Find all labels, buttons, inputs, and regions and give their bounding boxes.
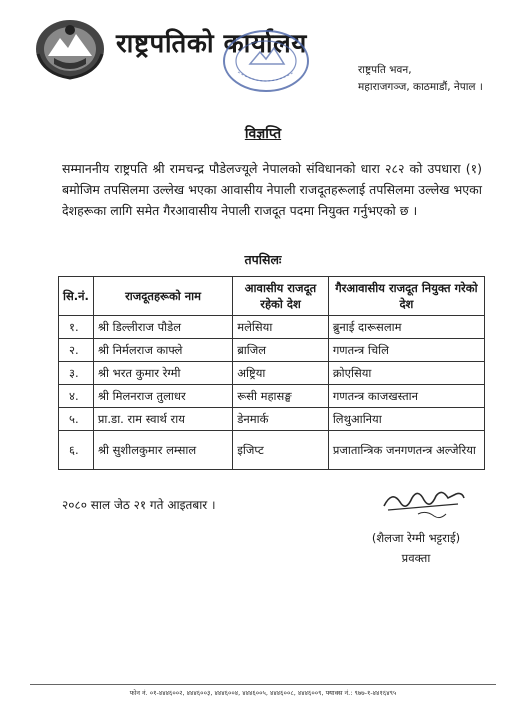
table-row	[59, 385, 485, 408]
table-header-row	[59, 277, 485, 316]
office-address	[358, 62, 483, 96]
address-line-2: महाराजगञ्ज, काठमाडौं, नेपाल ।	[358, 81, 483, 93]
cell-name: श्री सुशीलकुमार लम्साल	[93, 431, 232, 470]
header-name: राजदूतहरूको नाम	[93, 277, 232, 316]
cell-resident-country: मलेसिया	[233, 316, 329, 339]
cell-nonresident-country: गणतन्त्र काजखस्तान	[328, 385, 484, 408]
cell-nonresident-country: प्रजातान्त्रिक जनगणतन्त्र अल्जेरिया	[328, 431, 484, 470]
signature	[378, 484, 468, 524]
cell-nonresident-country: गणतन्त्र चिलि	[328, 339, 484, 362]
cell-nonresident-country: लिथुआनिया	[328, 408, 484, 431]
office-title: राष्ट्रपतिको कार्यालय	[116, 29, 307, 59]
cell-name: प्रा.डा. राम स्वार्थ राय	[93, 408, 232, 431]
table-row	[59, 362, 485, 385]
address-line-1: राष्ट्रपति भवन,	[358, 64, 412, 76]
cell-nonresident-country: ब्रुनाई दारूसलाम	[328, 316, 484, 339]
header-resident-country: आवासीय राजदूत रहेको देश	[233, 277, 329, 316]
cell-resident-country: इजिप्ट	[233, 431, 329, 470]
nepal-emblem-icon	[34, 18, 106, 80]
cell-name: श्री निर्मलराज काफ्ले	[93, 339, 232, 362]
cell-resident-country: अष्ट्रिया	[233, 362, 329, 385]
cell-resident-country: रूसी महासङ्घ	[233, 385, 329, 408]
notice-date: २०८० साल जेठ २१ गते आइतबार ।	[62, 498, 216, 512]
cell-name: श्री मिलनराज तुलाधर	[93, 385, 232, 408]
header-sn: सि.नं.	[59, 277, 94, 316]
cell-sn: ३.	[59, 362, 94, 385]
footer-contact: फोन नं. ०१-४४४६००२, ४४४६००३, ४४४६००४, ४४४६००५, ४४४६००८, ४४४६००९, फ्याक्स नं.: ९७७-१-४४१६४९५	[129, 689, 397, 697]
details-label: तपसिलः	[244, 252, 282, 267]
signer-title: प्रवक्ता	[401, 551, 431, 565]
cell-sn: ६.	[59, 431, 94, 470]
cell-sn: ४.	[59, 385, 94, 408]
notice-body: सम्माननीय राष्ट्रपति श्री रामचन्द्र पौडेलज्यूले नेपालको संविधानको धारा २८२ को उपधारा (१) बमोजिम तपसिलमा उल्लेख भएका आवासीय नेपाली राजदूतहरूलाई तपसिलमा उल्लेख भएका देशहरूका लागि समेत गैरआवासीय नेपाली राजदूत पदमा नियुक्त गर्नुभएको छ ।	[62, 161, 482, 218]
office-stamp	[220, 26, 312, 96]
signer-name: (शैलजा रेग्मी भट्टराई)	[371, 531, 461, 545]
header-nonresident-country: गैरआवासीय राजदूत नियुक्त गरेको देश	[328, 277, 484, 316]
cell-resident-country: डेनमार्क	[233, 408, 329, 431]
footer-divider	[30, 684, 496, 685]
table-row	[59, 431, 485, 470]
cell-sn: २.	[59, 339, 94, 362]
table-row	[59, 408, 485, 431]
cell-name: श्री डिल्लीराज पौडेल	[93, 316, 232, 339]
cell-resident-country: ब्राजिल	[233, 339, 329, 362]
table-row	[59, 339, 485, 362]
signer-block	[356, 528, 476, 568]
ambassador-table	[58, 276, 485, 470]
notice-heading: विज्ञप्ति	[244, 126, 282, 142]
cell-sn: १.	[59, 316, 94, 339]
cell-nonresident-country: क्रोएसिया	[328, 362, 484, 385]
cell-name: श्री भरत कुमार रेग्मी	[93, 362, 232, 385]
cell-sn: ५.	[59, 408, 94, 431]
table-row	[59, 316, 485, 339]
